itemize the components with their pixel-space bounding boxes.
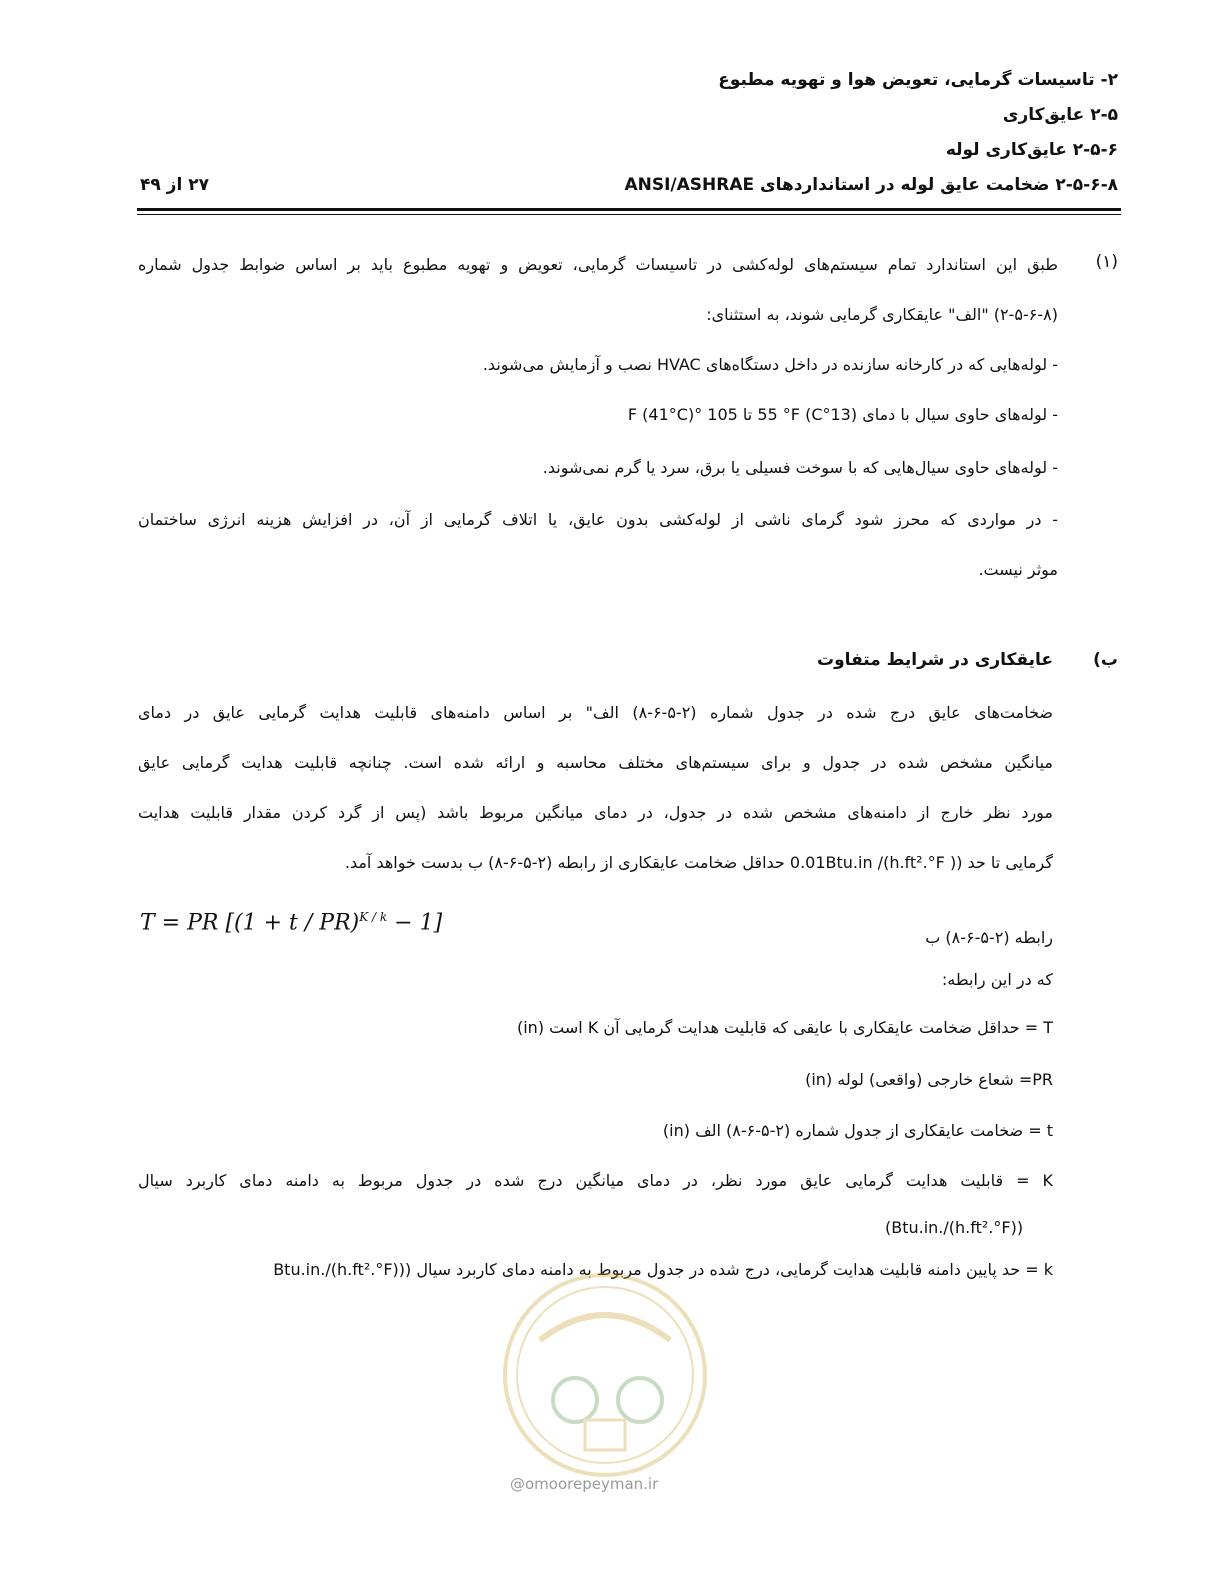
definition-t: t = ضخامت عایقکاری از جدول شماره (۲-۵-۶-۸) الف (in) [662, 1121, 1053, 1140]
formula-label: رابطه (۲-۵-۶-۸) ب [925, 928, 1053, 947]
paragraph-line: (۲-۵-۶-۸) "الف" عایقکاری گرمایی شوند، به استثنای: [706, 305, 1058, 324]
exception-item: - لوله‌های حاوی سیال‌هایی که با سوخت فسیلی یا برق، سرد یا گرم نمی‌شوند. [542, 458, 1058, 477]
paragraph-line: طبق این استاندارد تمام سیستم‌های لوله‌کشی در تاسیسات گرمایی، تعویض و تهویه مطبوع باید بر اساس ضوابط جدول شماره [138, 255, 1058, 274]
definition-T: T = حداقل ضخامت عایقکاری با عایقی که قابلیت هدایت گرمایی آن K است (in) [516, 1018, 1053, 1037]
header-rule-thick [137, 208, 1121, 211]
watermark-url: @omoorepeyman.ir [510, 1475, 659, 1493]
header-topic: ۲-۵-۶-۸ ضخامت عایق لوله در استانداردهای ANSI/ASHRAE [624, 175, 1118, 195]
definition-PR: PR= شعاع خارجی (واقعی) لوله (in) [805, 1070, 1053, 1089]
formula-exponent: K / k [359, 910, 388, 924]
definition-K: K = قابلیت هدایت گرمایی عایق مورد نظر، در دمای میانگین درج شده در جدول مربوط به دامنه دمای کاربرد سیال [138, 1171, 1053, 1190]
exception-item: - در مواردی که محرز شود گرمای ناشی از لوله‌کشی بدون عایق، یا اتلاف گرمایی از آن، در افزایش هزینه انرژی ساختمان [138, 510, 1058, 529]
paragraph-line: ضخامت‌های عایق درج شده در جدول شماره (۲-۵-۶-۸) الف" بر اساس دامنه‌های قابلیت هدایت گرمایی عایق در دمای [138, 703, 1054, 722]
definition-K-unit: (Btu.in./(h.ft².°F)) [885, 1218, 1024, 1237]
watermark-seal-icon [500, 1270, 710, 1480]
formula [140, 910, 442, 935]
section-label: ب) [1093, 650, 1118, 670]
header-section: ۲-۵ عایق‌کاری [1002, 105, 1118, 125]
header-rule-thin [137, 214, 1121, 215]
page-number: ۲۷ از ۴۹ [140, 175, 209, 195]
section-title: عایقکاری در شرایط متفاوت [817, 650, 1053, 670]
exception-item-continuation: موثر نیست. [978, 560, 1058, 579]
paragraph-line: میانگین مشخص شده در جدول و برای سیستم‌های مختلف محاسبه و ارائه شده است. چنانچه قابلیت هدایت گرمایی عایق [138, 753, 1053, 772]
definitions-intro: که در این رابطه: [941, 970, 1053, 989]
header-chapter: ۲- تاسیسات گرمایی، تعویض هوا و تهویه مطبوع [718, 70, 1118, 90]
header-subsection: ۲-۵-۶ عایق‌کاری لوله [945, 140, 1118, 160]
item-number: (۱) [1095, 252, 1118, 272]
paragraph-line: گرمایی تا حد (0.01Btu.in /(h.ft².°F ) حداقل ضخامت عایقکاری از رابطه (۲-۵-۶-۸) ب بدست خواهد آمد. [344, 853, 1053, 872]
formula-main: T = PR [(1 + t / PR) [140, 910, 360, 936]
definition-k: k = حد پایین دامنه قابلیت هدایت گرمایی، درج شده در جدول مربوط به دامنه دمای کاربرد سیال ((Btu.in./(h.ft².°F) [273, 1260, 1053, 1279]
paragraph-line: مورد نظر خارج از دامنه‌های مشخص شده در جدول، در دمای میانگین مربوط باشد (پس از گرد کردن مقدار قابلیت هدایت [138, 803, 1053, 822]
formula-tail: − 1] [387, 910, 443, 936]
exception-item: - لوله‌های حاوی سیال با دمای (13°C) 55 °F تا 105 °F (41°C) [627, 405, 1058, 424]
exception-item: - لوله‌هایی که در کارخانه سازنده در داخل دستگاه‌های HVAC نصب و آزمایش می‌شوند. [482, 355, 1058, 374]
